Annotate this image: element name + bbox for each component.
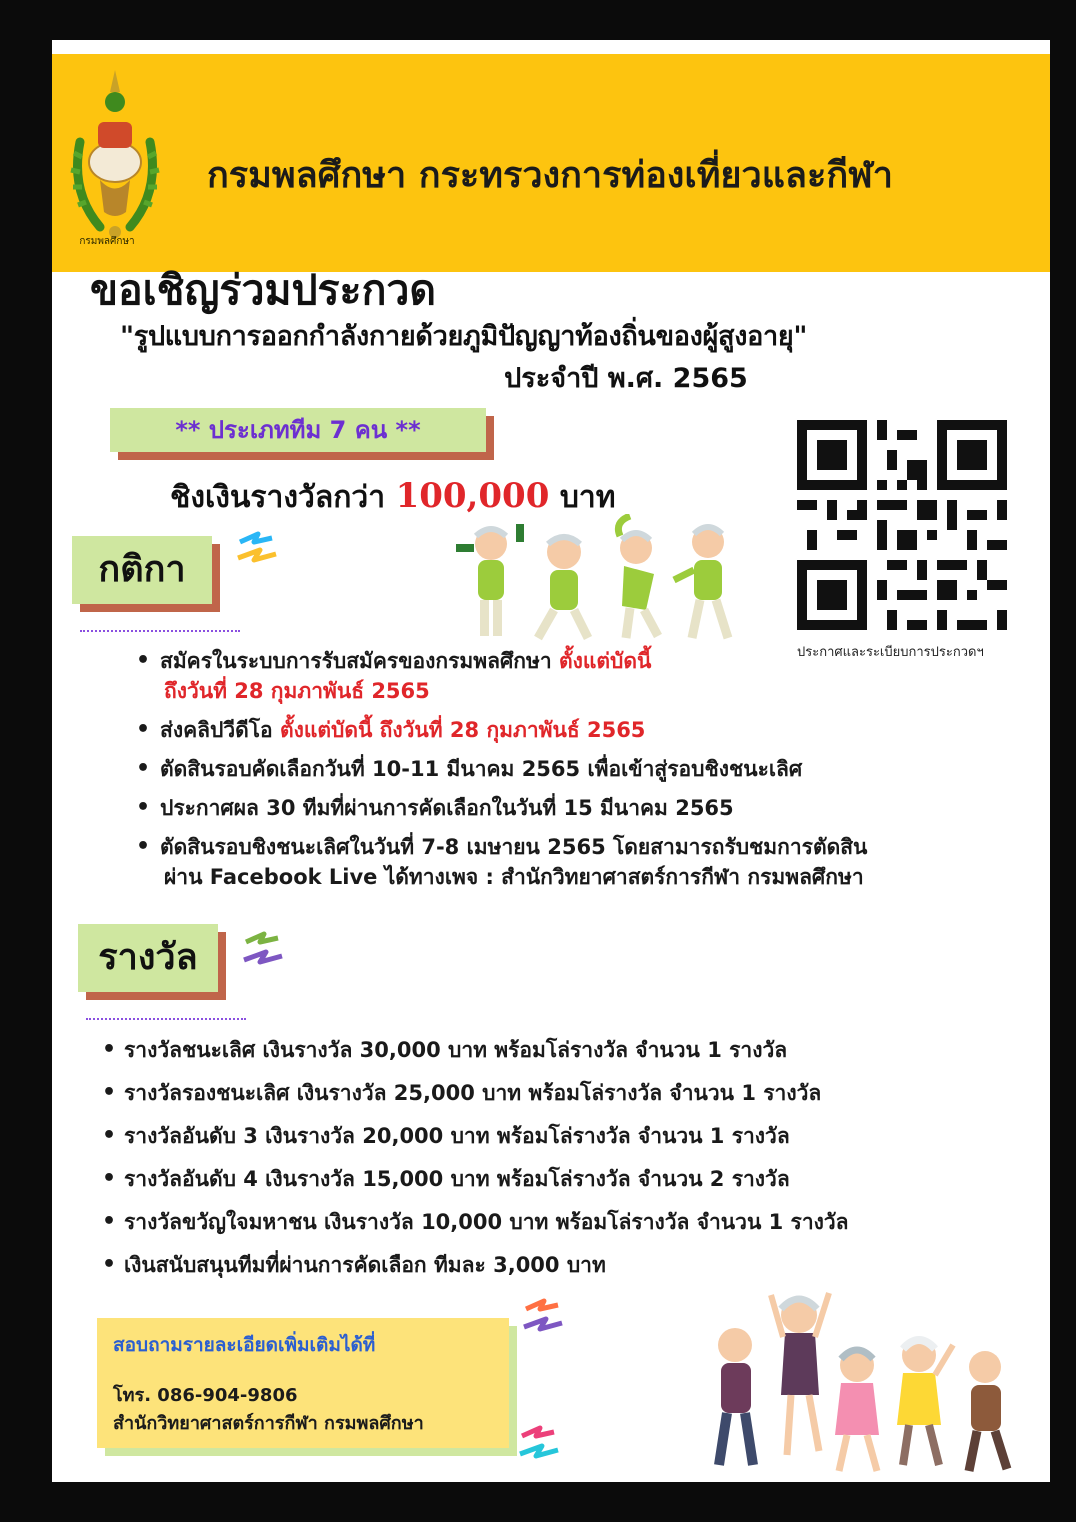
lightning-icon xyxy=(232,528,282,578)
header-bar xyxy=(52,54,1050,272)
lightning-icon xyxy=(518,1295,568,1345)
prize-prefix: ชิงเงินรางวัลกว่า xyxy=(170,480,386,515)
award-item: • รางวัลชนะเลิศ เงินรางวัล 30,000 บาท พร้อมโล่รางวัล จำนวน 1 รางวัล xyxy=(102,1035,1042,1065)
award-item: • รางวัลขวัญใจมหาชน เงินรางวัล 10,000 บาท พร้อมโล่รางวัล จำนวน 1 รางวัล xyxy=(102,1207,1042,1237)
qr-code-icon[interactable] xyxy=(797,420,1007,630)
rule-item: • ส่งคลิปวีดีโอ ตั้งแต่บัดนี้ ถึงวันที่ 28 กุมภาพันธ์ 2565 xyxy=(136,715,1050,745)
poster xyxy=(52,40,1050,1482)
rules-heading: กติกา xyxy=(72,536,212,604)
contest-name: "รูปแบบการออกกำลังกายด้วยภูมิปัญญาท้องถิ่นของผู้สูงอายุ" xyxy=(120,321,808,352)
contact-question: สอบถามรายละเอียดเพิ่มเติมได้ที่ xyxy=(113,1334,376,1356)
contact-box xyxy=(97,1318,509,1448)
award-item: • รางวัลรองชนะเลิศ เงินรางวัล 25,000 บาท พร้อมโล่รางวัล จำนวน 1 รางวัล xyxy=(102,1078,1042,1108)
emblem-caption: กรมพลศึกษา xyxy=(79,236,135,247)
contact-phone[interactable]: โทร. 086-904-9806 xyxy=(113,1385,298,1406)
lightning-icon xyxy=(238,928,288,978)
rules-heading-underline xyxy=(80,630,240,632)
prize-suffix: บาท xyxy=(559,480,616,515)
department-emblem-icon xyxy=(60,62,170,262)
elderly-exercise-illustration xyxy=(446,514,746,644)
award-item: • รางวัลอันดับ 3 เงินรางวัล 20,000 บาท พร้อมโล่รางวัล จำนวน 1 รางวัล xyxy=(102,1121,1042,1151)
prize-amount: 100,000 xyxy=(395,476,550,516)
award-item: • เงินสนับสนุนทีมที่ผ่านการคัดเลือก ทีมละ 3,000 บาท xyxy=(102,1250,1042,1280)
awards-list xyxy=(102,1035,1042,1293)
award-item: • รางวัลอันดับ 4 เงินรางวัล 15,000 บาท พร้อมโล่รางวัล จำนวน 2 รางวัล xyxy=(102,1164,1042,1194)
awards-heading: รางวัล xyxy=(78,924,218,992)
qr-caption: ประกาศและระเบียบการประกวดฯ xyxy=(797,645,984,660)
elderly-dancing-illustration xyxy=(707,1275,1017,1475)
awards-heading-underline xyxy=(86,1018,246,1020)
organization-name: กรมพลศึกษา กระทรวงการท่องเที่ยวและกีฬา xyxy=(207,155,893,196)
lightning-icon xyxy=(514,1422,564,1472)
rules-list xyxy=(112,646,1050,901)
team-type-badge: ** ประเภททีม 7 คน ** xyxy=(110,408,486,452)
rule-item: • สมัครในระบบการรับสมัครของกรมพลศึกษา ตั้งแต่บัดนี้ ถึงวันที่ 28 กุมภาพันธ์ 2565 xyxy=(136,646,1050,706)
contact-office: สำนักวิทยาศาสตร์การกีฬา กรมพลศึกษา xyxy=(113,1413,424,1434)
invite-heading: ขอเชิญร่วมประกวด xyxy=(90,266,437,314)
rule-item: • ตัดสินรอบชิงชนะเลิศในวันที่ 7-8 เมษายน 2565 โดยสามารถรับชมการตัดสิน ผ่าน Facebook Live ได้ทางเพจ : สำนักวิทยาศาสตร์การกีฬา กรมพลศึกษา xyxy=(136,832,1050,892)
contest-year: ประจำปี พ.ศ. 2565 xyxy=(504,363,748,394)
rule-item: • ประกาศผล 30 ทีมที่ผ่านการคัดเลือกในวันที่ 15 มีนาคม 2565 xyxy=(136,793,1050,823)
rule-item: • ตัดสินรอบคัดเลือกวันที่ 10-11 มีนาคม 2565 เพื่อเข้าสู่รอบชิงชนะเลิศ xyxy=(136,754,1050,784)
